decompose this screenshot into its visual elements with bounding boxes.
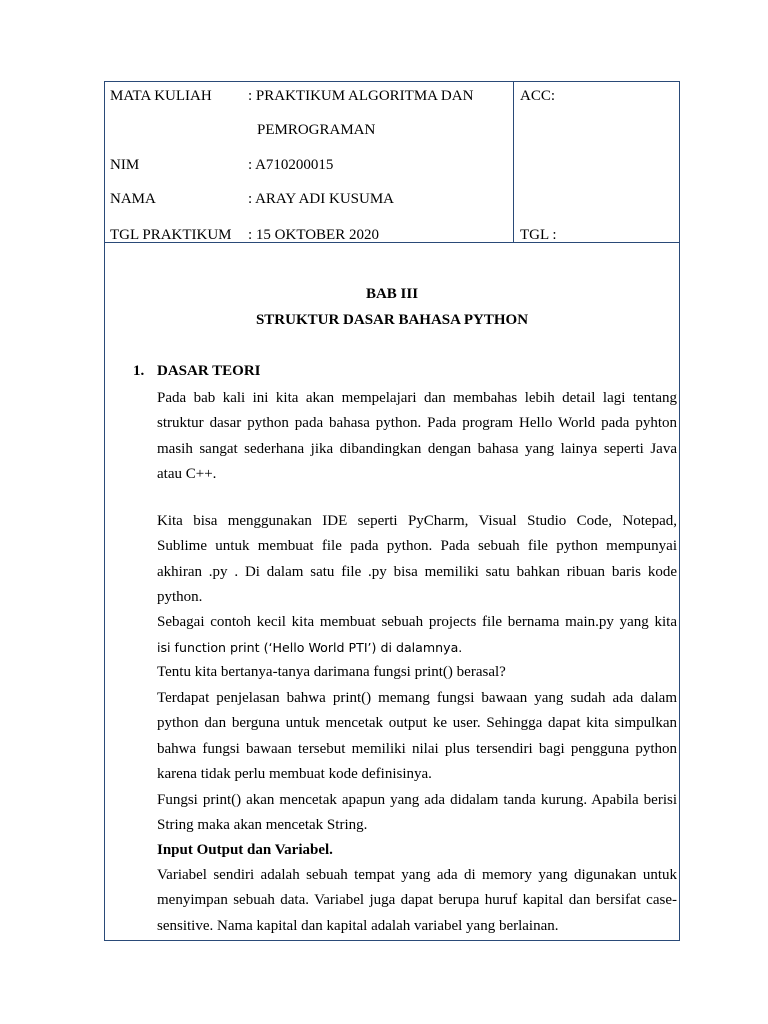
label-nim: NIM [110,157,140,173]
value-tgl-praktikum: : 15 OKTOBER 2020 [248,227,379,243]
section-number: 1. [133,363,145,379]
paragraph-line: sensitive. Nama kapital dan kapital adalah variabel yang berlainan. [157,917,559,934]
paragraph-4 [157,660,677,685]
paragraph-3 [157,610,677,661]
paragraph-line: Variabel sendiri adalah sebuah tempat yang ada di memory yang digunakan untuk [157,867,677,883]
paragraph-line: bahwa fungsi bawaan tersebut memiliki nilai plus tersendiri bagi pengguna python [157,740,677,757]
paragraph-line: Terdapat penjelasan bahwa print() memang fungsi bawaan yang sudah ada dalam [157,690,677,706]
value-mata-kuliah-cont: PEMROGRAMAN [257,122,376,138]
paragraph-line: menyimpan sebuah data. Variabel juga dapat berupa huruf kapital dan bersifat case- [157,892,677,909]
paragraph-line: karena tidak perlu membuat kode definisinya. [157,766,432,783]
tgl-label: TGL : [520,227,557,243]
paragraph-line: python dan berguna untuk mencetak output ke user. Sehingga dapat kita simpulkan [157,715,677,732]
paragraph-7 [157,863,677,939]
label-tgl-praktikum: TGL PRAKTIKUM [110,227,232,243]
acc-column-divider [513,81,514,242]
section-title: DASAR TEORI [157,363,261,379]
paragraph-line: masih sangat sederhana jika dibandingkan dengan bahasa yang lainya seperti Java [157,440,677,457]
paragraph-line: String maka akan mencetak String. [157,817,368,834]
value-nama: : ARAY ADI KUSUMA [248,191,395,207]
paragraph-5 [157,686,677,788]
paragraph-line: Sebagai contoh kecil kita membuat sebuah projects file bernama main.py yang kita [157,614,677,630]
paragraph-line: Tentu kita bertanya-tanya darimana fungsi print() berasal? [157,664,506,680]
subheading-block [157,838,677,863]
subheading: Input Output dan Variabel. [157,842,333,858]
paragraph-line: akhiran .py . Di dalam satu file .py bisa memiliki satu bahkan ribuan baris kode [157,563,677,580]
paragraph-6 [157,788,677,839]
label-nama: NAMA [110,191,156,207]
paragraph-1 [157,386,677,488]
paragraph-2 [157,509,677,611]
acc-label: ACC: [520,88,556,104]
paragraph-line: python. [157,589,203,606]
paragraph-line: Pada bab kali ini kita akan mempelajari dan membahas lebih detail lagi tentang [157,390,677,406]
chapter-title: STRUKTUR DASAR BAHASA PYTHON [255,312,529,328]
paragraph-line: atau C++. [157,466,217,483]
paragraph-line: isi function print (‘Hello World PTI’) di dalamnya. [157,640,463,656]
label-mata-kuliah: MATA KULIAH [110,88,212,104]
paragraph-line: Sublime untuk membuat file pada python. Pada sebuah file python mempunyai [157,538,677,555]
paragraph-line: Fungsi print() akan mencetak apapun yang ada didalam tanda kurung. Apabila berisi [157,792,677,808]
value-mata-kuliah: : PRAKTIKUM ALGORITMA DAN [248,88,474,104]
chapter-number: BAB III [365,286,419,302]
value-nim: : A710200015 [248,157,334,173]
paragraph-line: Kita bisa menggunakan IDE seperti PyCharm, Visual Studio Code, Notepad, [157,513,677,529]
paragraph-line: struktur dasar python pada bahasa python. Pada program Hello World pada pyhton [157,415,677,432]
